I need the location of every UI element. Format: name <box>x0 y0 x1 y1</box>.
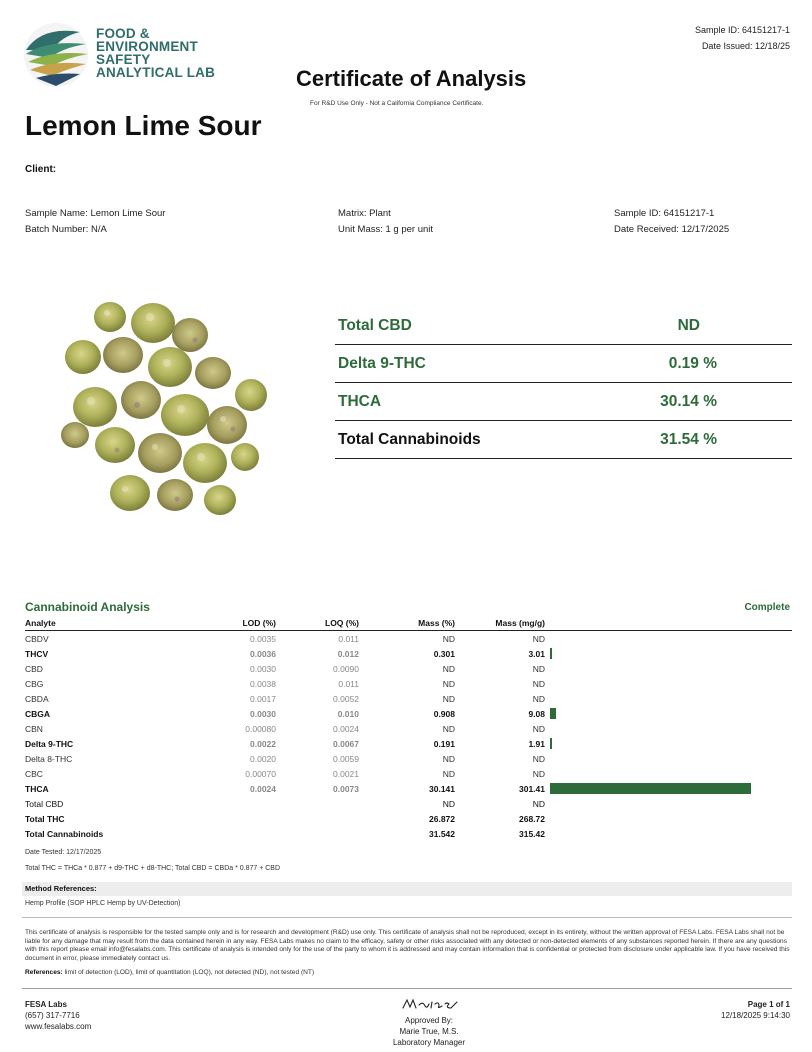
bar-cell <box>545 706 792 721</box>
generated-timestamp: 12/18/2025 9:14:30 <box>721 1011 790 1020</box>
loq-value: 0.0059 <box>333 753 359 764</box>
loq-value: 0.0090 <box>333 663 359 674</box>
mass-pct-value: ND <box>442 633 455 644</box>
loq-value: 0.0067 <box>333 738 359 749</box>
sample-info-column <box>25 206 165 238</box>
bar-cell <box>545 781 792 796</box>
summary-row-total-cbd <box>335 307 792 345</box>
bar-cell <box>545 661 792 676</box>
lod-value: 0.0030 <box>250 663 276 674</box>
bar-cell <box>545 826 792 841</box>
footer-phone: (657) 317-7716 <box>25 1011 80 1020</box>
column-header-bar <box>545 616 792 630</box>
potency-summary <box>335 307 792 459</box>
matrix: Matrix: Plant <box>338 208 391 219</box>
analyte-name: Delta 8-THC <box>25 753 73 764</box>
table-row <box>25 751 792 766</box>
lod-value: 0.0017 <box>250 693 276 704</box>
total-name: Total Cannabinoids <box>25 828 104 839</box>
analyte-name: Delta 9-THC <box>25 738 74 749</box>
summary-value: 31.54 % <box>660 430 717 448</box>
footer-approval <box>369 996 489 1048</box>
bar-cell <box>545 796 792 811</box>
bar-cell <box>545 736 792 751</box>
footer-website[interactable]: www.fesalabs.com <box>25 1022 92 1031</box>
table-row <box>25 661 792 676</box>
mass-pct-value: ND <box>442 723 455 734</box>
mass-mg-value: 301.41 <box>519 783 545 794</box>
column-header-mass-pct: Mass (%) <box>418 618 455 628</box>
mass-pct-value: ND <box>442 798 455 809</box>
mass-pct-value: 30.141 <box>429 783 455 794</box>
document-title: Certificate of Analysis <box>296 66 527 91</box>
bar-cell <box>545 691 792 706</box>
footer-page-info <box>721 999 790 1021</box>
total-row <box>25 826 792 841</box>
mass-mg-value: ND <box>532 633 545 644</box>
disclaimer: This certificate of analysis is responsible for the tested sample only and is for research and development (R&D) use only. This certificate of analysis shall not be reproduced, except in its entirety, without the written approval of FESA Labs. FESA Labs shall not be liable for any damage that may result from the data contained herein in any way. FESA Labs makes no claim to the efficacy, safety or other risks associated with any detected or non-detected elements of any substances reported herein. If there are any questions with this report please email info@fesalabs.com. This certificate of analysis is intended only for the use of the party to whom it is addressed and may contain information that is confidential or protected from disclosure under applicable law. If you have received this document in error, please immediately contact us. <box>25 929 790 962</box>
mass-pct-value: ND <box>442 753 455 764</box>
total-formula: Total THC = THCa * 0.877 + d9-THC + d8-THC; Total CBD = CBDa * 0.877 + CBD <box>25 865 281 872</box>
mass-mg-value: 315.42 <box>519 828 545 839</box>
loq-value: 0.011 <box>338 678 359 689</box>
summary-row-delta9-thc <box>335 345 792 383</box>
table-header <box>25 616 792 631</box>
column-header-analyte: Analyte <box>25 618 56 628</box>
column-header-mass-mg: Mass (mg/g) <box>495 618 545 628</box>
divider <box>22 917 792 918</box>
bar-cell <box>545 751 792 766</box>
receipt-info-column <box>614 206 729 238</box>
bar-cell <box>545 811 792 826</box>
references-text: limit of detection (LOD), limit of quantitation (LOQ), not detected (ND), not tested (NT) <box>64 969 315 976</box>
approved-by-label: Approved By: <box>404 1016 454 1025</box>
summary-row-total-cannabinoids <box>335 421 792 459</box>
mass-mg-value: 9.08 <box>528 708 545 719</box>
analyte-name: CBG <box>25 678 44 689</box>
lod-value: 0.00080 <box>245 723 276 734</box>
summary-label: Total Cannabinoids <box>338 430 481 448</box>
lod-value: 0.0030 <box>250 708 276 719</box>
lod-value: 0.00070 <box>245 768 276 779</box>
analyte-name: CBDA <box>25 693 49 704</box>
lod-value: 0.0038 <box>250 678 276 689</box>
table-row <box>25 736 792 751</box>
lod-value: 0.0022 <box>250 738 276 749</box>
mass-mg-value: 3.01 <box>528 648 545 659</box>
analyte-name: CBD <box>25 663 43 674</box>
footer-company <box>25 999 91 1032</box>
table-body <box>25 631 792 841</box>
mass-bar <box>550 648 552 659</box>
summary-value: ND <box>677 316 700 334</box>
sample-name: Sample Name: Lemon Lime Sour <box>25 208 166 219</box>
divider <box>22 988 792 989</box>
bar-cell <box>545 721 792 736</box>
batch-number: Batch Number: N/A <box>25 224 107 235</box>
logo-line: ANALYTICAL LAB <box>96 65 216 80</box>
logo-line: ENVIRONMENT <box>96 39 198 54</box>
lod-value: 0.0036 <box>250 648 276 659</box>
references-label: References: <box>25 969 63 976</box>
total-name: Total CBD <box>25 798 64 809</box>
mass-pct-value: 31.542 <box>429 828 455 839</box>
mass-mg-value: ND <box>532 768 545 779</box>
client-label: Client: <box>25 164 57 175</box>
column-header-loq: LOQ (%) <box>325 618 359 628</box>
analyte-name: CBDV <box>25 633 49 644</box>
table-row <box>25 706 792 721</box>
loq-value: 0.010 <box>337 708 359 719</box>
unit-mass: Unit Mass: 1 g per unit <box>338 224 434 235</box>
loq-value: 0.0021 <box>333 768 359 779</box>
analysis-status: Complete <box>744 602 790 613</box>
analyte-name: THCV <box>25 648 49 659</box>
column-header-lod: LOD (%) <box>242 618 276 628</box>
mass-pct-value: 0.908 <box>433 708 455 719</box>
summary-value: 0.19 % <box>668 354 717 372</box>
table-row <box>25 646 792 661</box>
total-row <box>25 796 792 811</box>
bar-cell <box>545 676 792 691</box>
header-sample-id: Sample ID: 64151217-1 <box>694 25 790 35</box>
summary-value: 30.14 % <box>660 392 717 410</box>
mass-pct-value: ND <box>442 768 455 779</box>
approver-name: Marie True, M.S. <box>399 1027 459 1036</box>
analyte-name: CBGA <box>25 708 51 719</box>
logo-line: FOOD & <box>96 26 150 41</box>
lod-value: 0.0035 <box>250 633 276 644</box>
header-meta <box>695 22 790 54</box>
cannabinoid-table <box>25 616 792 841</box>
header-date-issued: Date Issued: 12/18/25 <box>701 41 790 51</box>
mass-mg-value: ND <box>532 753 545 764</box>
loq-value: 0.0073 <box>333 783 359 794</box>
page-number: Page 1 of 1 <box>747 1000 790 1009</box>
summary-label: Delta 9-THC <box>338 354 426 372</box>
table-row <box>25 721 792 736</box>
loq-value: 0.0052 <box>333 693 359 704</box>
document-subtitle: For R&D Use Only - Not a California Compliance Certificate. <box>310 100 484 107</box>
total-name: Total THC <box>25 813 65 824</box>
mass-mg-value: ND <box>532 723 545 734</box>
summary-row-thca <box>335 383 792 421</box>
table-row <box>25 781 792 796</box>
mass-bar <box>550 708 556 719</box>
table-row <box>25 691 792 706</box>
mass-mg-value: ND <box>532 798 545 809</box>
footer-company-name: FESA Labs <box>25 1000 67 1009</box>
method-references-header: Method References: <box>22 882 792 896</box>
mass-mg-value: 1.91 <box>528 738 545 749</box>
table-row <box>25 676 792 691</box>
product-photo <box>55 295 270 527</box>
bar-cell <box>545 646 792 661</box>
analysis-title: Cannabinoid Analysis <box>25 600 150 614</box>
product-name: Lemon Lime Sour <box>25 110 262 141</box>
loq-value: 0.0024 <box>333 723 359 734</box>
sample-id: Sample ID: 64151217-1 <box>614 208 715 219</box>
method-references-body: Hemp Profile (SOP HPLC Hemp by UV-Detection) <box>25 900 181 907</box>
mass-pct-value: ND <box>442 663 455 674</box>
loq-value: 0.011 <box>338 633 359 644</box>
mass-mg-value: 268.72 <box>519 813 545 824</box>
mass-pct-value: 26.872 <box>429 813 455 824</box>
lod-value: 0.0020 <box>250 753 276 764</box>
mass-pct-value: ND <box>442 678 455 689</box>
bar-cell <box>545 631 792 646</box>
summary-label: THCA <box>338 392 382 410</box>
signature-image <box>399 996 459 1012</box>
summary-label: Total CBD <box>338 316 412 334</box>
mass-pct-value: ND <box>442 693 455 704</box>
date-tested: Date Tested: 12/17/2025 <box>25 849 102 856</box>
references <box>25 969 314 976</box>
analyte-name: THCA <box>25 783 49 794</box>
logo-wordmark <box>96 27 215 79</box>
logo-line: SAFETY <box>96 52 151 67</box>
approver-title: Laboratory Manager <box>392 1038 466 1047</box>
loq-value: 0.012 <box>337 648 359 659</box>
analyte-name: CBN <box>25 723 43 734</box>
total-row <box>25 811 792 826</box>
mass-mg-value: ND <box>532 663 545 674</box>
table-row <box>25 766 792 781</box>
mass-mg-value: ND <box>532 678 545 689</box>
mass-bar <box>550 783 751 794</box>
table-row <box>25 631 792 646</box>
date-received: Date Received: 12/17/2025 <box>614 224 730 235</box>
bar-cell <box>545 766 792 781</box>
mass-pct-value: 0.191 <box>433 738 455 749</box>
lod-value: 0.0024 <box>250 783 276 794</box>
mass-pct-value: 0.301 <box>433 648 455 659</box>
mass-mg-value: ND <box>532 693 545 704</box>
mass-bar <box>550 738 552 749</box>
analyte-name: CBC <box>25 768 43 779</box>
matrix-info-column <box>338 206 433 238</box>
